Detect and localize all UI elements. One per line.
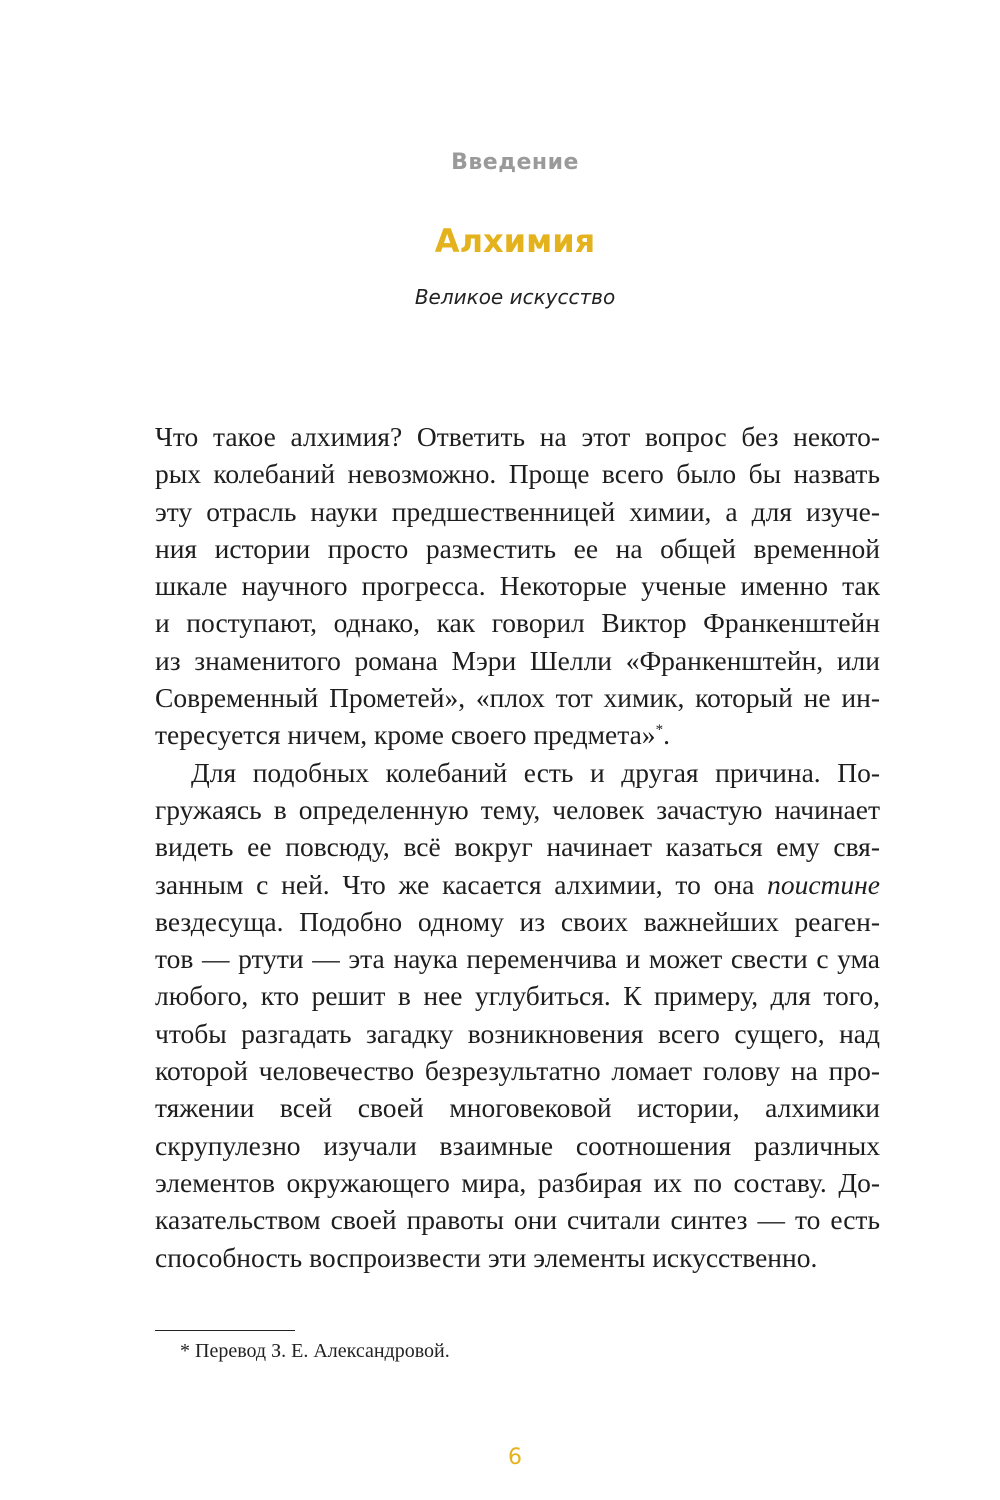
- text-line: вездесуща. Подобно одному из своих важнейших реаген-: [155, 905, 880, 937]
- body-text: [155, 418, 880, 1276]
- emphasis-text: поистине: [767, 868, 880, 900]
- text-line: скрупулезно изучали взаимные соотношения различных: [155, 1129, 880, 1161]
- text-line: рых колебаний невозможно. Проще всего было бы назвать: [155, 458, 880, 490]
- text-line: из знаменитого романа Мэри Шелли «Франкенштейн, или: [155, 644, 880, 676]
- text-line: Современный Прометей», «плох тот химик, который не ин-: [155, 682, 880, 714]
- text-line: эту отрасль науки предшественницей химии, а для изуче-: [155, 495, 880, 527]
- footnote-text: * Перевод З. Е. Александровой.: [180, 1340, 450, 1362]
- text-line: любого, кто решит в нее углубиться. К примеру, для того,: [155, 980, 880, 1012]
- text-segment: занным с ней. Что же касается алхимии, то она: [155, 868, 768, 900]
- text-line: [155, 716, 880, 753]
- chapter-title: Алхимия: [434, 222, 596, 260]
- text-line: элементов окружающего мира, разбирая их по составу. До-: [155, 1166, 880, 1198]
- footnote-reference[interactable]: *: [655, 722, 664, 739]
- text-line: и поступают, однако, как говорил Виктор Франкенштейн: [155, 607, 880, 639]
- chapter-subtitle: Великое искусство: [414, 285, 616, 309]
- text-line: Для подобных колебаний есть и другая причина. По-: [191, 756, 880, 788]
- text-line: чтобы разгадать загадку возникновения всего сущего, над: [155, 1017, 880, 1049]
- text-line: Что такое алхимия? Ответить на этот вопрос без некото-: [155, 421, 880, 452]
- text-line: шкале научного прогресса. Некоторые ученые именно так: [155, 570, 880, 602]
- paragraph1-end: .: [663, 719, 670, 751]
- text-line: способность воспроизвести эти элементы искусственно.: [155, 1241, 818, 1273]
- footnote-divider: [155, 1330, 295, 1331]
- text-line: [155, 866, 880, 903]
- paragraph1-last-text: тересуется ничем, кроме своего предмета»: [155, 719, 656, 751]
- text-line: видеть ее повсюду, всё вокруг начинает казаться ему свя-: [155, 831, 880, 863]
- section-label: Введение: [451, 150, 579, 175]
- text-line: которой человечество безрезультатно ломает голову на про-: [155, 1055, 880, 1087]
- text-line: ния истории просто разместить ее на общей временной: [155, 532, 880, 564]
- text-line: гружаясь в определенную тему, человек зачастую начинает: [155, 793, 880, 825]
- text-line: тяжении всей своей многовековой истории, алхимики: [155, 1092, 880, 1124]
- text-line: казательством своей правоты они считали синтез — то есть: [155, 1204, 880, 1236]
- page-number: 6: [508, 1445, 522, 1470]
- text-line: тов — ртути — эта наука переменчива и может свести с ума: [155, 943, 880, 975]
